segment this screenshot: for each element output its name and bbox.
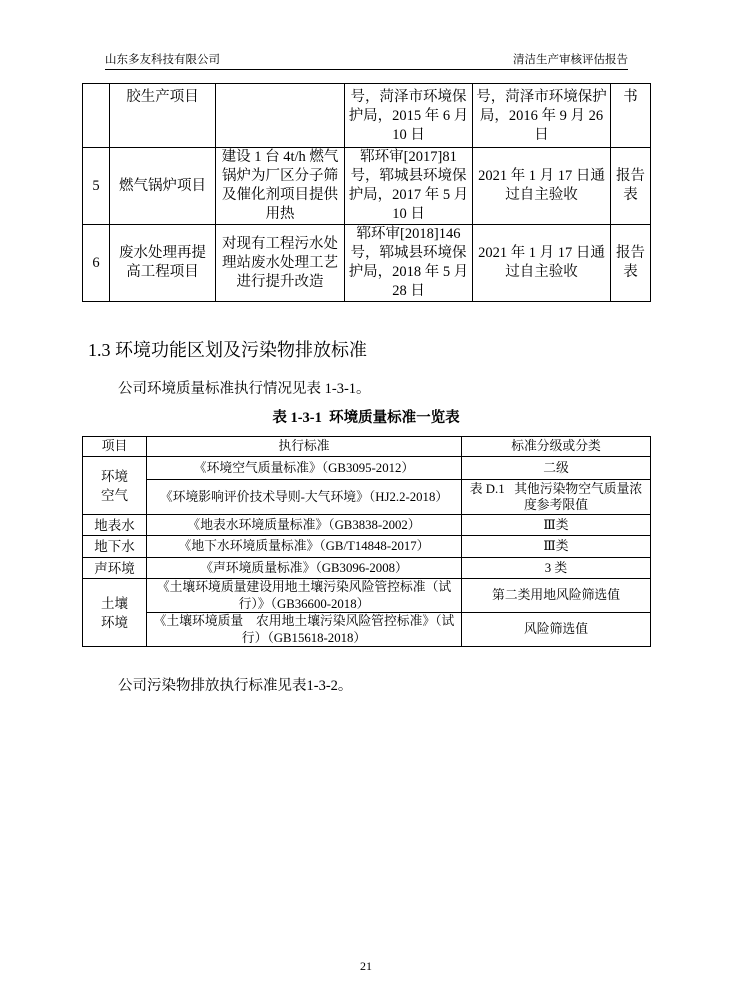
page-number: 21 (360, 959, 372, 973)
cell-line: 表 (623, 187, 638, 203)
cell-line: 过自主验收 (505, 187, 578, 203)
project-content-cell (216, 225, 345, 302)
project-name-cell (110, 225, 216, 302)
cell-line: Ⅲ类 (543, 517, 569, 532)
grade-cell (462, 480, 651, 515)
table-row (83, 558, 651, 579)
row-number-cell (83, 225, 110, 302)
cell-line: 声环境 (94, 560, 135, 576)
projects-table (82, 83, 651, 302)
standard-cell (147, 515, 462, 536)
cell-line: 用热 (265, 206, 295, 222)
grade-cell (462, 558, 651, 579)
document-type-cell (611, 148, 651, 225)
cell-line: 建设 1 台 4t/h 燃气 (221, 149, 339, 165)
row-number: 6 (92, 254, 100, 271)
cell-line: 锅炉为厂区分子筛 (222, 168, 338, 184)
cell-line: 理站废水处理工艺 (222, 254, 338, 271)
acceptance-cell (473, 84, 611, 148)
cell-line: 《土壤环境质量建设用地土壤污染风险管控标准（试 (156, 580, 452, 594)
cell-line: 度参考限值 (524, 498, 588, 512)
cell-line: 过自主验收 (505, 264, 578, 280)
item-cell (83, 515, 147, 536)
standards-table (82, 436, 651, 647)
cell-line: 进行提升改造 (236, 273, 324, 290)
cell-line: 《地下水环境质量标准》（GB/T14848-2017） (178, 539, 430, 554)
approval-cell (345, 148, 473, 225)
item-cell (83, 558, 147, 579)
approval-cell (345, 84, 473, 148)
standard-cell (147, 558, 462, 579)
cell-line: 2021 年 1 月 17 日通 (478, 245, 605, 261)
item-cell (83, 536, 147, 558)
standard-cell (147, 536, 462, 558)
standard-cell (147, 579, 462, 613)
table-row (83, 536, 651, 558)
header-cell-item (83, 437, 147, 457)
cell-line: 号，菏泽市环境保 (350, 89, 467, 105)
table-row (83, 148, 651, 225)
cell-line: 郓环审[2017]81 (360, 149, 457, 165)
cell-line: 护局，2017 年 5 月 (348, 187, 469, 203)
cell-line: 《环境空气质量标准》（GB3095-2012） (193, 460, 415, 475)
section-number: 1.3 (88, 340, 111, 360)
row-number-cell (83, 148, 110, 225)
section-heading (88, 338, 367, 362)
cell-line: 表 (623, 264, 638, 280)
grade-cell (462, 515, 651, 536)
project-name-cell (110, 84, 216, 148)
acceptance-cell (473, 148, 611, 225)
grade-cell (462, 613, 651, 647)
company-name: 山东多友科技有限公司 (105, 54, 220, 66)
cell-line: 报告 (616, 245, 645, 261)
acceptance-cell (473, 225, 611, 302)
cell-line: 《环境影响评价技术导则-大气环境》（HJ2.2-2018） (159, 489, 449, 504)
cell-line: 号，郓城县环境保 (350, 168, 467, 184)
emission-paragraph: 公司污染物排放执行标准见表1-3-2。 (118, 678, 353, 694)
cell-line: 号，菏泽市环境保护 (476, 89, 607, 105)
table-row (83, 613, 651, 647)
cell-line: 对现有工程污水处 (222, 235, 338, 252)
column-header: 项目 (101, 439, 128, 454)
item-cell (83, 457, 147, 515)
cell-line: 废水处理再提 (119, 245, 206, 261)
cell-line: Ⅲ类 (543, 539, 569, 554)
cell-line: 10 日 (392, 127, 425, 143)
standard-cell (147, 457, 462, 480)
cell-line: 《土壤环境质量 农用地土壤污染风险管控标准》（试 (153, 614, 455, 628)
project-content-cell (216, 84, 345, 148)
document-type-cell (611, 225, 651, 302)
cell-line: 燃气锅炉项目 (119, 177, 206, 194)
standard-cell (147, 480, 462, 515)
cell-line: 及催化剂项目提供 (222, 187, 338, 203)
cell-line: 行）》（GB36600-2018） (238, 596, 370, 611)
cell-line: 局，2016 年 9 月 26 (479, 108, 604, 124)
header-cell-standard (147, 437, 462, 457)
cell-line: 环境 (101, 614, 128, 630)
column-header: 执行标准 (278, 439, 330, 454)
project-name-cell (110, 148, 216, 225)
column-header: 标准分级或分类 (511, 439, 601, 454)
cell-line: 2021 年 1 月 17 日通 (478, 168, 605, 184)
page-header (105, 51, 628, 70)
grade-cell (462, 536, 651, 558)
cell-line: 日 (534, 127, 549, 143)
row-number: 5 (92, 177, 100, 194)
table-caption: 表 1-3-1 环境质量标准一览表 (272, 410, 460, 426)
table-row (83, 579, 651, 613)
cell-line: 报告 (616, 168, 645, 184)
report-title: 清洁生产审核评估报告 (513, 54, 628, 66)
cell-line: 行）（GB15618-2018） (241, 630, 367, 645)
section-title: 环境功能区划及污染物排放标准 (115, 340, 367, 360)
cell-line: 风险筛选值 (524, 622, 588, 637)
cell-line: 《声环境质量标准》（GB3096-2008） (200, 560, 408, 575)
cell-line: 号，郓城县环境保 (350, 245, 467, 261)
table-row (83, 480, 651, 515)
cell-line: 地表水 (94, 517, 135, 533)
cell-line: 28 日 (392, 283, 425, 299)
cell-line: 护局，2015 年 6 月 (348, 108, 469, 124)
cell-line: 3 类 (544, 560, 568, 575)
header-cell-grade (462, 437, 651, 457)
grade-cell (462, 457, 651, 480)
cell-line: 10 日 (392, 206, 425, 222)
table-header-row (83, 437, 651, 457)
cell-line: 胶生产项目 (126, 89, 199, 105)
project-content-cell (216, 148, 345, 225)
cell-line: 空气 (101, 487, 128, 503)
document-type-cell (611, 84, 651, 148)
cell-line: 《地表水环境质量标准》（GB3838-2002） (187, 517, 421, 532)
cell-line: 地下水 (94, 539, 135, 554)
approval-cell (345, 225, 473, 302)
cell-line: 环境 (101, 468, 128, 484)
cell-line: 第二类用地风险筛选值 (492, 588, 620, 603)
row-number-cell (83, 84, 110, 148)
intro-paragraph: 公司环境质量标准执行情况见表 1-3-1。 (118, 381, 371, 397)
table-row (83, 457, 651, 480)
grade-cell (462, 579, 651, 613)
table-row (83, 84, 651, 148)
cell-line: 表 D.1 其他污染物空气质量浓 (469, 481, 643, 496)
item-cell (83, 579, 147, 647)
cell-line: 书 (623, 89, 638, 105)
cell-line: 二级 (543, 460, 569, 475)
cell-line: 土壤 (101, 595, 128, 611)
cell-line: 高工程项目 (126, 264, 199, 280)
table-row (83, 225, 651, 302)
standard-cell (147, 613, 462, 647)
cell-line: 护局，2018 年 5 月 (348, 264, 469, 280)
cell-line: 郓环审[2018]146 (356, 226, 461, 242)
table-row (83, 515, 651, 536)
